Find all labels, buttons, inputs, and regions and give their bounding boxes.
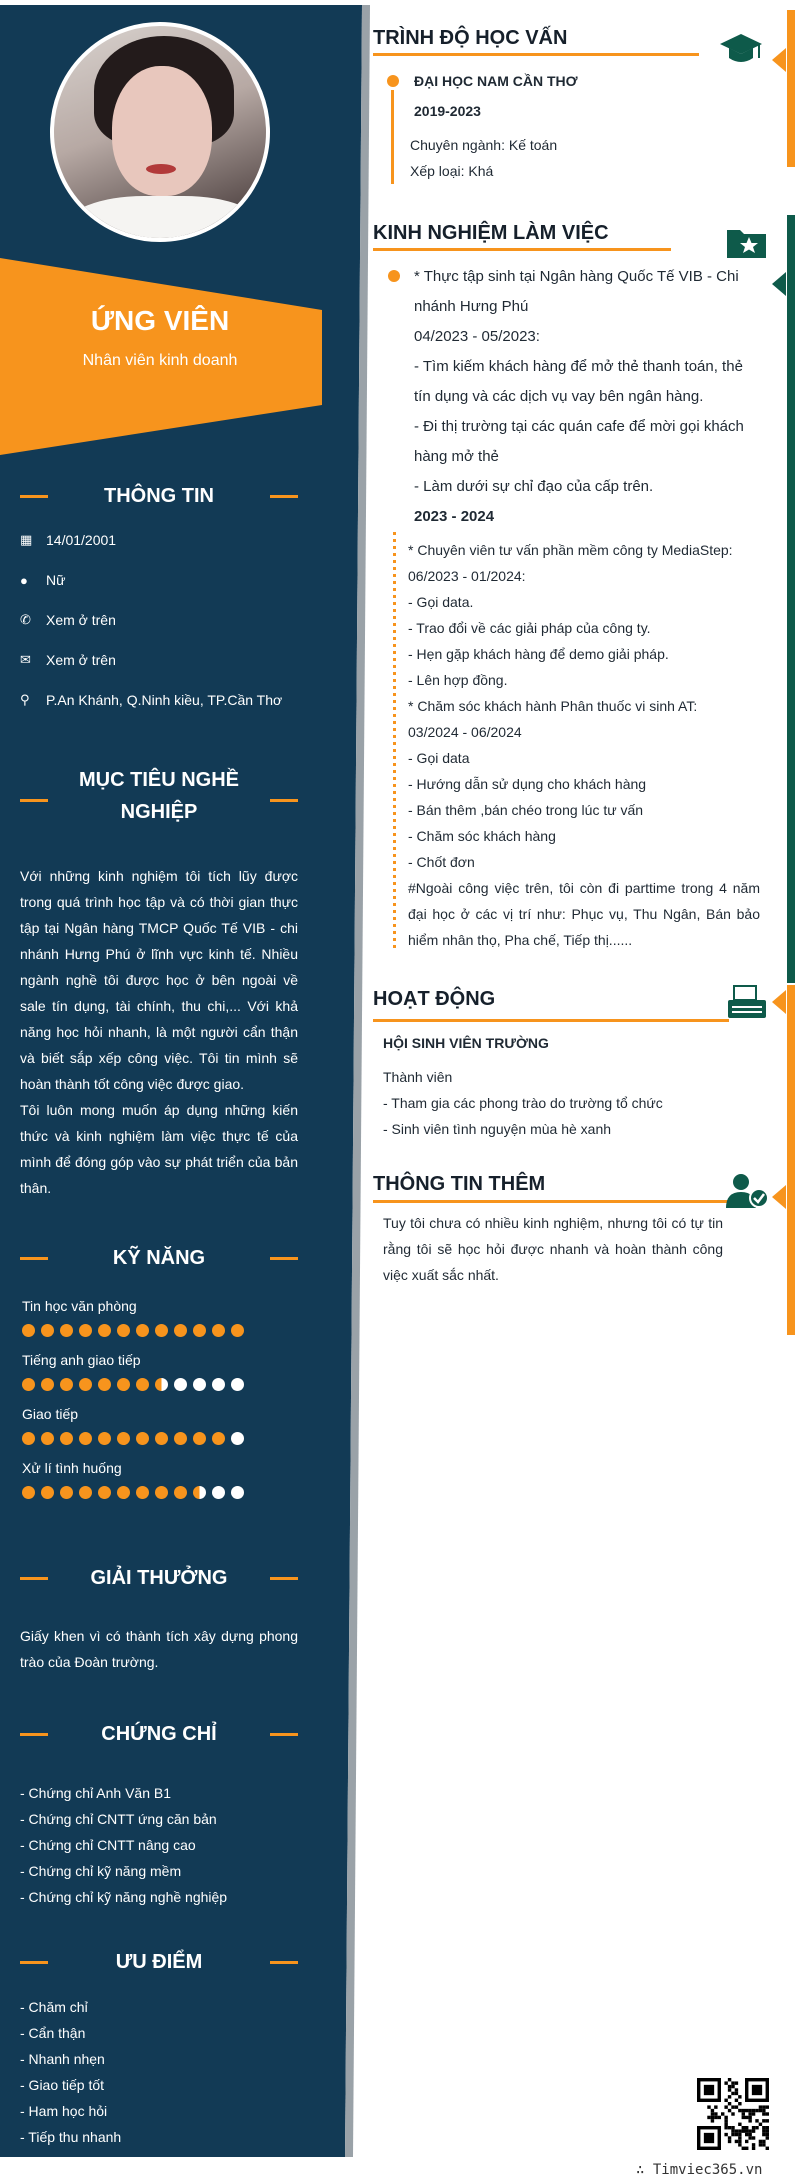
skill-dot [117,1378,130,1391]
info-section-title: THÔNG TIN [20,480,298,512]
skill-label: Xử lí tình huống [22,1460,122,1476]
list-item: - Lên hợp đồng. [408,672,508,688]
strengths-section-title: ƯU ĐIỂM [20,1946,298,1978]
skill-dot [193,1486,206,1499]
skill-dot [231,1486,244,1499]
skill-dot [136,1432,149,1445]
skill-label: Giao tiếp [22,1406,79,1422]
education-bullet [387,75,399,87]
skill-dot [98,1486,111,1499]
skill-dot [79,1324,92,1337]
qr-code-icon [697,2078,769,2150]
activities-underline [373,1019,729,1022]
list-item: - Chứng chỉ kỹ năng nghề nghiệp [20,1889,228,1905]
skill-dot [22,1324,35,1337]
skill-dot [79,1432,92,1445]
education-timeline [391,90,394,184]
avatar [50,22,270,242]
skill-rating [22,1486,244,1499]
extra-section-title: THÔNG TIN THÊM [373,1173,546,1195]
extra-text: Tuy tôi chưa có nhiều kinh nghiệm, nhưng tôi có tự tin rằng tôi sẽ học hỏi được nhanh và hoàn thành công việc xuất sắc nhất. [383,1215,723,1283]
skill-dot [79,1378,92,1391]
experience-job-1 [414,262,754,532]
list-item: * Chuyên viên tư vấn phần mềm công ty MediaStep: [408,542,733,558]
info-birthdate: ▦ 14/01/2001 [20,532,117,548]
list-item: - Giao tiếp tốt [20,2077,105,2093]
footer-brand: ∴ Timviec365.vn [636,2162,763,2178]
list-item: - Hướng dẫn sử dụng cho khách hàng [408,776,647,792]
list-item: - Trao đổi về các giải pháp của công ty. [408,620,651,636]
list-item: 06/2023 - 01/2024: [408,568,526,584]
education-grade: Xếp loại: Khá [410,163,494,179]
skill-dot [60,1378,73,1391]
skill-label: Tin học văn phòng [22,1298,137,1314]
skill-dot [79,1486,92,1499]
skill-dot [174,1324,187,1337]
list-item: * Thực tập sinh tại Ngân hàng Quốc Tế VIB - Chi nhánh Hưng Phú [414,268,739,315]
list-item: - Chứng chỉ Anh Văn B1 [20,1785,172,1801]
skill-dot [212,1486,225,1499]
list-item: - Tham gia các phong trào do trường tổ chức [383,1095,663,1111]
awards-section-title: GIẢI THƯỞNG [20,1562,298,1594]
skill-dot [155,1432,168,1445]
education-underline [373,53,699,56]
list-item: - Ham học hỏi [20,2103,108,2119]
experience-arrow [772,272,786,296]
typewriter-icon [724,982,770,1022]
skill-dot [155,1324,168,1337]
skill-dot [212,1324,225,1337]
location-pin-icon: ⚲ [20,692,30,707]
strengths-list [20,1994,121,2150]
candidate-role: Nhân viên kinh doanh [82,352,238,369]
education-arrow [772,48,786,72]
experience-bullet [388,270,400,282]
skill-dot [98,1324,111,1337]
star-folder-icon [724,222,770,262]
list-item: * Chăm sóc khách hành Phân thuốc vi sinh AT: [408,698,698,714]
experience-section-title: KINH NGHIỆM LÀM VIỆC [373,222,609,244]
skill-dot [98,1378,111,1391]
experience-side-bar [787,215,795,983]
skill-dot [22,1486,35,1499]
info-address: ⚲ P.An Khánh, Q.Ninh kiều, TP.Cần Thơ [20,692,283,708]
list-item: - Đi thị trường tại các quán cafe để mời gọi khách hàng mở thẻ [414,418,744,465]
list-item: Thành viên [383,1069,453,1085]
skill-dot [174,1432,187,1445]
list-item: 04/2023 - 05/2023: [414,328,540,345]
skill-dot [22,1432,35,1445]
skill-dot [117,1324,130,1337]
skill-label: Tiếng anh giao tiếp [22,1352,141,1368]
skill-dot [136,1486,149,1499]
education-years: 2019-2023 [414,103,481,119]
skill-dot [41,1324,54,1337]
info-phone: ✆ Xem ở trên [20,612,116,628]
list-item: 03/2024 - 06/2024 [408,724,522,740]
skills-section-title: KỸ NĂNG [20,1242,298,1274]
skill-dot [193,1324,206,1337]
list-item: #Ngoài công việc trên, tôi còn đi parttime trong 4 năm đại học ở các vị trí như: Phục vụ, Thu Ngân, Bán bảo hiểm nhân thọ, Pha chế, Tiếp thị...... [408,880,760,948]
objective-text: Với những kinh nghiệm tôi tích lũy được trong quá trình học tập và có thời gian thực tập tại Ngân hàng TMCP Quốc Tế VIB - chi nhánh Hưng Phú ở lĩnh vực kinh tế. Nhiều ngành nghề tôi được học ở bên ngoài về sale tín dụng, tài chính, thu chi,... Với khả năng học hỏi nhanh, là một người cẩn thận và biết sắp xếp công việc. Tôi tin mình sẽ hoàn thành tốt công việc được giao. Tôi luôn mong muốn áp dụng những kiến thức và kinh nghiệm làm việc thực tế của mình để đóng góp vào sự phát triển của bản thân. [20,868,298,1196]
list-item: - Tiếp thu nhanh [20,2129,122,2145]
skill-dot [60,1486,73,1499]
activities-section-title: HOẠT ĐỘNG [373,988,496,1010]
list-item: - Chứng chỉ CNTT ứng căn bản [20,1811,217,1827]
list-item: - Chứng chỉ CNTT nâng cao [20,1837,196,1853]
skill-rating [22,1378,244,1391]
list-item: - Gọi data [408,750,470,766]
skill-dot [117,1432,130,1445]
skill-dot [41,1432,54,1445]
skill-dot [212,1432,225,1445]
list-item: - Sinh viên tình nguyện mùa hè xanh [383,1121,612,1137]
skill-dot [41,1486,54,1499]
education-major: Chuyên ngành: Kế toán [410,137,558,153]
email-icon: ✉ [20,652,31,667]
user-check-icon [724,1170,770,1210]
info-gender: ● Nữ [20,572,66,588]
experience-year: 2023 - 2024 [414,508,495,525]
skill-dot [193,1432,206,1445]
awards-text: Giấy khen vì có thành tích xây dựng phong trào của Đoàn trường. [20,1628,298,1670]
skill-dot [231,1432,244,1445]
education-section-title: TRÌNH ĐỘ HỌC VẤN [373,27,568,49]
list-item: - Cẩn thận [20,2025,86,2041]
activities-arrow [772,990,786,1014]
list-item: - Làm dưới sự chỉ đạo của cấp trên. [414,478,654,495]
skill-dot [60,1432,73,1445]
skill-dot [117,1486,130,1499]
skill-rating [22,1432,244,1445]
skill-dot [41,1378,54,1391]
skill-dot [60,1324,73,1337]
graduation-cap-icon [718,28,764,68]
education-school: ĐẠI HỌC NAM CẦN THƠ [414,73,578,89]
objective-section-title: MỤC TIÊU NGHỀ NGHIỆP [20,764,298,828]
certificates-section-title: CHỨNG CHỈ [20,1718,298,1750]
list-item: - Hẹn gặp khách hàng để demo giải pháp. [408,646,669,662]
list-item: - Chứng chỉ kỹ năng mềm [20,1863,182,1879]
activities-side-bar [787,985,795,1175]
experience-job-2 [408,537,760,953]
skill-dot [231,1378,244,1391]
list-item: - Bán thêm ,bán chéo trong lúc tư vấn [408,802,644,818]
extra-arrow [772,1185,786,1209]
skill-dot [174,1486,187,1499]
extra-side-bar [787,1155,795,1335]
experience-timeline [393,532,396,952]
list-item: - Gọi data. [408,594,474,610]
person-icon: ● [20,572,28,588]
extra-underline [373,1200,729,1203]
skill-dot [212,1378,225,1391]
education-side-bar [787,10,795,167]
skill-dot [22,1378,35,1391]
list-item: - Chăm sóc khách hàng [408,828,556,844]
skill-dot [174,1378,187,1391]
list-item: - Chăm chỉ [20,1999,88,2015]
skill-dot [155,1378,168,1391]
skill-dot [98,1432,111,1445]
skill-dot [136,1324,149,1337]
skill-dot [193,1378,206,1391]
info-email: ✉ Xem ở trên [20,652,116,668]
phone-icon: ✆ [20,612,31,627]
skill-dot [155,1486,168,1499]
list-item: - Nhanh nhẹn [20,2051,105,2067]
skill-dot [231,1324,244,1337]
certificates-list [20,1780,227,1910]
list-item: - Tìm kiếm khách hàng để mở thẻ thanh toán, thẻ tín dụng và các dịch vụ vay bên ngân hàng. [414,358,743,405]
list-item: - Chốt đơn [408,854,475,870]
skill-rating [22,1324,244,1337]
candidate-name: ỨNG VIÊN [90,305,230,336]
calendar-icon: ▦ [20,532,33,547]
activities-org: HỘI SINH VIÊN TRƯỜNG [383,1035,549,1051]
experience-underline [373,248,671,251]
skill-dot [136,1378,149,1391]
